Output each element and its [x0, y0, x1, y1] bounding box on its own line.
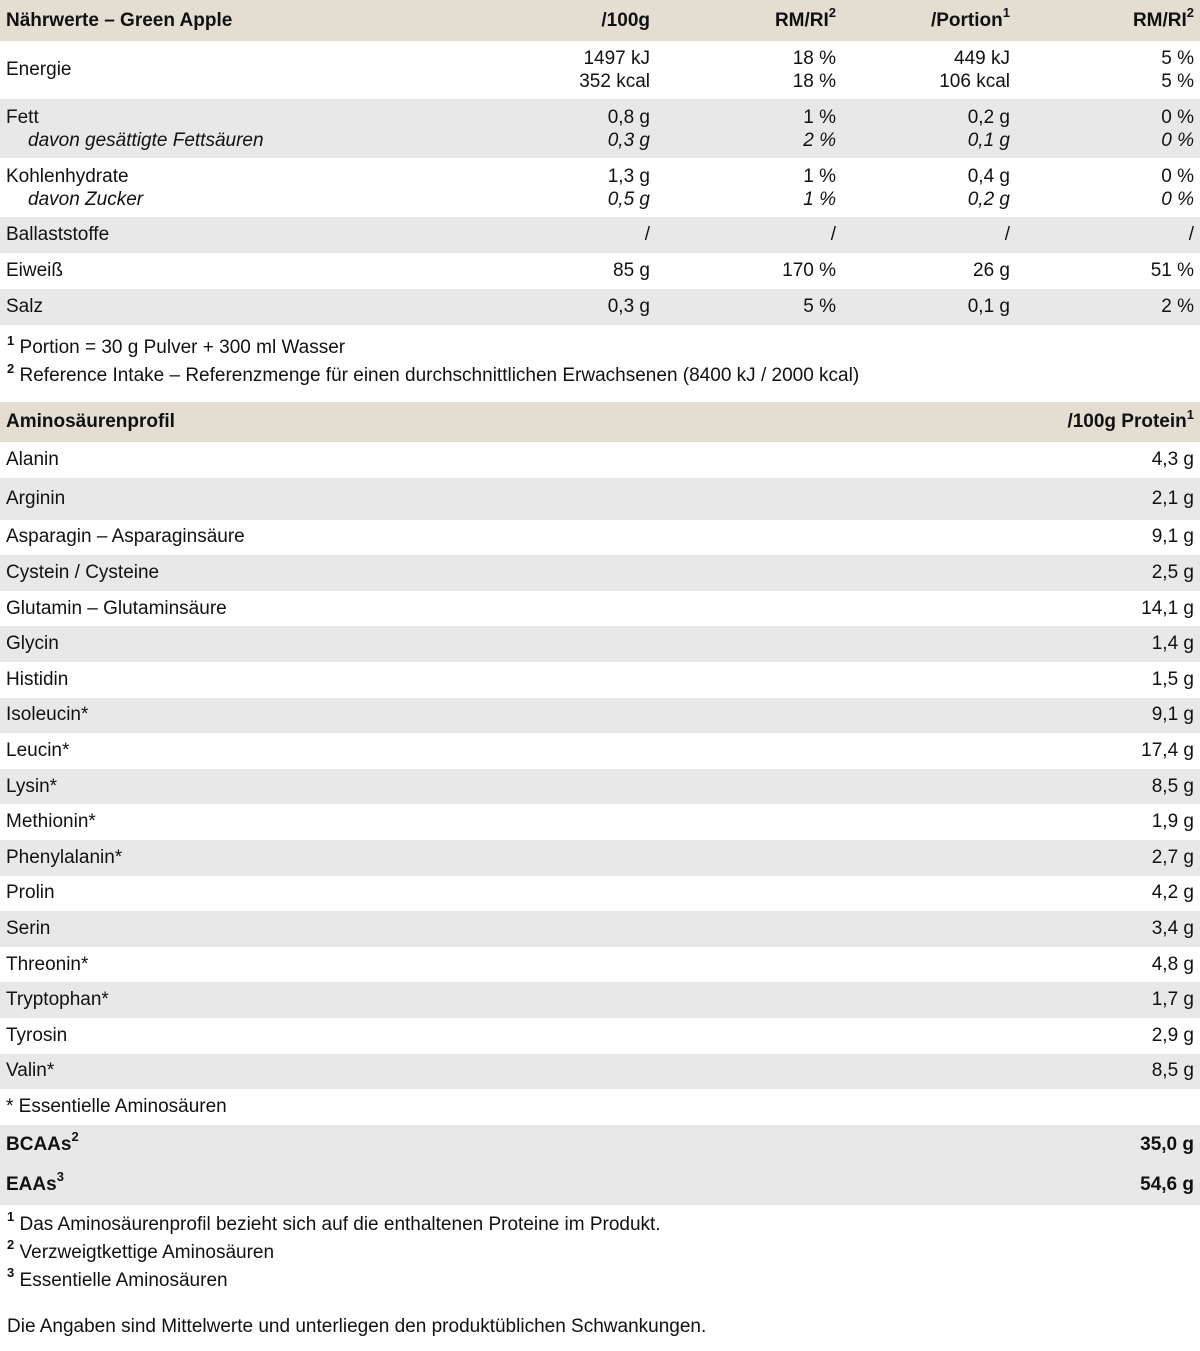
amino-row	[0, 840, 1200, 876]
nutrition-row-ballaststoffe	[0, 217, 1200, 253]
value-portion: /	[1004, 224, 1010, 245]
bcaa-row	[0, 1125, 1200, 1165]
value-rmri-per100: 1 % 1 %	[803, 165, 836, 210]
nutrition-title: Nährwerte – Green Apple	[6, 9, 233, 31]
amino-value: 14,1 g	[1141, 597, 1194, 619]
amino-row	[0, 478, 1200, 520]
amino-value: 2,5 g	[1151, 561, 1194, 583]
essential-note-row	[0, 1089, 1200, 1125]
nutrition-row-salz	[0, 289, 1200, 325]
value-portion: 0,4 g 0,2 g	[967, 165, 1010, 210]
amino-name: Histidin	[6, 668, 69, 690]
amino-row	[0, 442, 1200, 478]
amino-row	[0, 769, 1200, 805]
nutrition-row-fett	[0, 99, 1200, 158]
value-portion: 0,2 g 0,1 g	[967, 106, 1010, 151]
row-label: Energie	[6, 59, 72, 80]
footnote-amino-profile: $^1$ Das Aminosäurenprofil bezieht sich auf die enthaltenen Proteine im Produkt.	[7, 1209, 661, 1235]
amino-value: 1,9 g	[1151, 811, 1194, 833]
footnote-portion: $^1$ Portion = 30 g Pulver + 300 ml Wasser	[7, 332, 346, 358]
amino-row	[0, 1018, 1200, 1054]
value-rmri-per100: 170 %	[782, 260, 836, 281]
value-per100: /	[644, 224, 650, 245]
amino-row	[0, 626, 1200, 662]
amino-row	[0, 591, 1200, 627]
amino-value: 4,2 g	[1151, 882, 1194, 904]
row-label: Eiweiß	[6, 260, 64, 281]
amino-value: 9,1 g	[1151, 704, 1194, 726]
amino-row	[0, 698, 1200, 734]
essential-note: * Essentielle Aminosäuren	[6, 1095, 227, 1117]
amino-name: Arginin	[6, 487, 66, 509]
amino-title: Aminosäurenprofil	[6, 411, 175, 432]
footnote-bcaa: $^2$ Verzweigtkettige Aminosäuren	[7, 1237, 275, 1263]
value-rmri-portion: 0 % 0 %	[1161, 165, 1194, 210]
row-label: Salz	[6, 296, 43, 317]
amino-name: Alanin	[6, 448, 59, 470]
amino-value: 9,1 g	[1151, 526, 1194, 548]
nutrition-table	[0, 0, 1200, 325]
amino-header-row	[0, 402, 1200, 442]
value-rmri-per100: 5 %	[803, 296, 836, 317]
amino-name: Glycin	[6, 633, 59, 655]
amino-name: Asparagin – Asparaginsäure	[6, 526, 245, 548]
value-per100: 0,8 g 0,3 g	[607, 106, 650, 151]
amino-name: Valin*	[6, 1060, 55, 1082]
amino-name: Methionin*	[6, 811, 96, 833]
amino-name: Serin	[6, 917, 51, 939]
value-per100: 0,3 g	[607, 296, 650, 317]
nutrition-row-energie	[0, 41, 1200, 99]
nutrition-header-row	[0, 0, 1200, 41]
amino-row	[0, 1054, 1200, 1090]
value-rmri-per100: 18 % 18 %	[792, 48, 836, 92]
value-per100: 85 g	[613, 260, 650, 281]
value-rmri-portion: 5 % 5 %	[1161, 48, 1194, 92]
amino-value: 2,1 g	[1151, 487, 1194, 509]
value-rmri-portion: 0 % 0 %	[1161, 106, 1194, 151]
amino-value: 1,5 g	[1151, 668, 1194, 690]
amino-value: 1,4 g	[1151, 633, 1194, 655]
amino-name: Glutamin – Glutaminsäure	[6, 597, 227, 619]
value-rmri-portion: 2 %	[1161, 296, 1194, 317]
amino-table	[0, 402, 1200, 1205]
amino-row	[0, 662, 1200, 698]
header-rmri-portion: $RM/RI^2$	[1132, 5, 1194, 31]
eaa-label: EAAs$^3$	[6, 1169, 64, 1195]
amino-name: Cystein / Cysteine	[6, 561, 160, 583]
amino-row	[0, 733, 1200, 769]
amino-value: 17,4 g	[1141, 739, 1194, 761]
amino-row	[0, 982, 1200, 1018]
amino-value: 3,4 g	[1151, 917, 1194, 939]
amino-name: Phenylalanin*	[6, 846, 123, 868]
amino-value: 2,9 g	[1151, 1024, 1194, 1046]
amino-value: 2,7 g	[1151, 846, 1194, 868]
amino-row	[0, 947, 1200, 983]
footnote-reference-intake: $^2$ Reference Intake – Referenzmenge für einen durchschnittlichen Erwachsenen (8400 kJ / 2000 kcal)	[7, 360, 860, 386]
amino-value: 8,5 g	[1151, 775, 1194, 797]
amino-row	[0, 876, 1200, 912]
amino-row	[0, 555, 1200, 591]
header-portion: /Portion$^1$	[930, 5, 1010, 31]
value-portion: 449 kJ 106 kcal	[939, 48, 1010, 92]
disclaimer: Die Angaben sind Mittelwerte und unterliegen den produktüblichen Schwankungen.	[7, 1315, 707, 1337]
nutrition-row-eiweiss	[0, 253, 1200, 289]
amino-row	[0, 911, 1200, 947]
value-rmri-per100: /	[830, 224, 836, 245]
header-per100: /100g	[601, 9, 650, 31]
bcaa-value: 35,0 g	[1140, 1133, 1194, 1155]
bcaa-label: BCAAs$^2$	[6, 1129, 79, 1155]
value-rmri-per100: 1 % 2 %	[803, 106, 836, 151]
eaa-value: 54,6 g	[1140, 1173, 1194, 1195]
row-label: Kohlenhydrate davon Zucker	[6, 165, 144, 210]
amino-name: Threonin*	[6, 953, 89, 975]
eaa-row	[0, 1165, 1200, 1205]
value-portion: 26 g	[973, 260, 1010, 281]
amino-row	[0, 520, 1200, 556]
value-rmri-portion: /	[1188, 224, 1194, 245]
row-label: Ballaststoffe	[6, 224, 110, 245]
amino-footnotes	[0, 1205, 1200, 1341]
amino-name: Leucin*	[6, 739, 70, 761]
amino-value: 4,8 g	[1151, 953, 1194, 975]
amino-value: 8,5 g	[1151, 1060, 1194, 1082]
value-per100: 1,3 g 0,5 g	[607, 165, 650, 210]
amino-header-value: /100g Protein$^1$	[1067, 406, 1194, 432]
amino-name: Prolin	[6, 882, 55, 904]
nutrition-row-kohlenhydrate	[0, 158, 1200, 217]
nutrition-footnotes	[0, 325, 1200, 402]
value-portion: 0,1 g	[967, 296, 1010, 317]
footnote-eaa: $^3$ Essentielle Aminosäuren	[7, 1265, 228, 1291]
amino-name: Tyrosin	[6, 1024, 68, 1046]
amino-name: Tryptophan*	[6, 989, 109, 1011]
amino-name: Isoleucin*	[6, 704, 89, 726]
value-rmri-portion: 51 %	[1150, 260, 1194, 281]
value-per100: 1497 kJ 352 kcal	[579, 48, 650, 92]
amino-value: 4,3 g	[1151, 448, 1194, 470]
header-rmri-per100: $RM/RI^2$	[774, 5, 836, 31]
amino-name: Lysin*	[6, 775, 58, 797]
amino-row	[0, 804, 1200, 840]
amino-value: 1,7 g	[1151, 989, 1194, 1011]
row-label: Fett davon gesättigte Fettsäuren	[6, 106, 264, 151]
